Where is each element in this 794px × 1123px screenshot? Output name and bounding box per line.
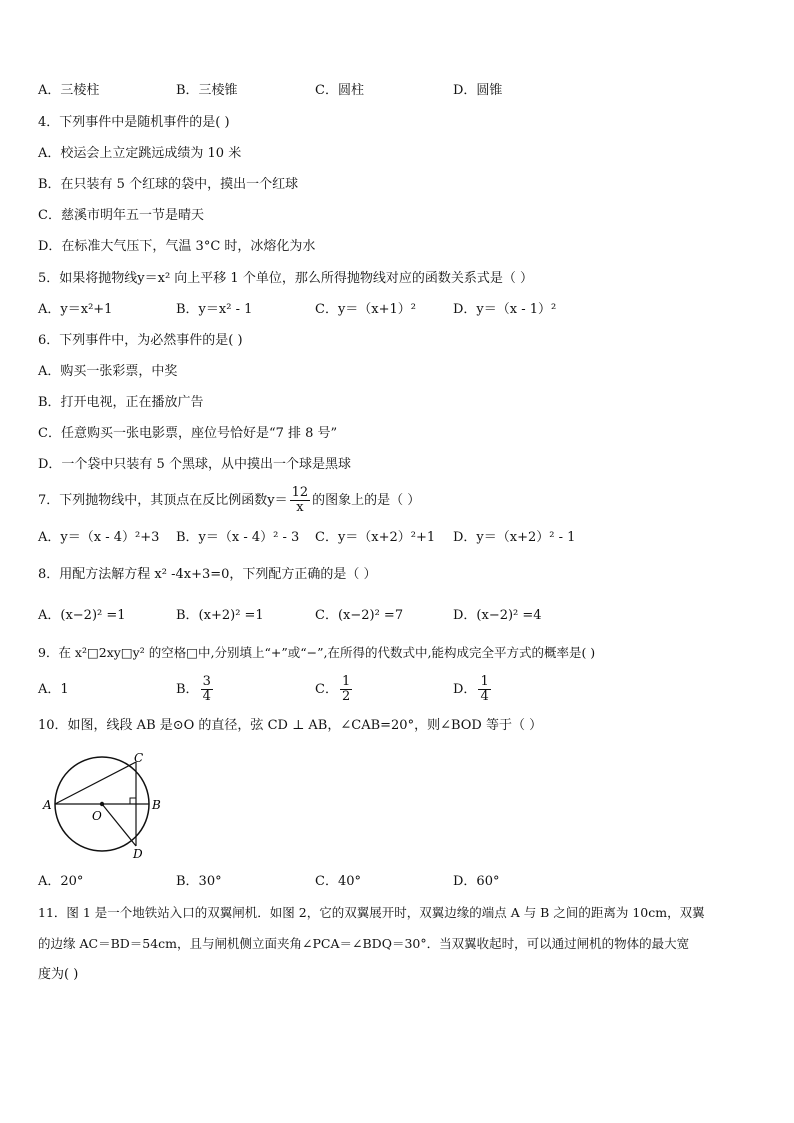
- q7-fraction-den: x: [296, 500, 304, 515]
- q8-option-b: B．(x+2)² =1: [176, 608, 264, 623]
- q8-option-d: D．(x−2)² =4: [453, 608, 542, 623]
- q9-option-c-den: 2: [341, 689, 351, 704]
- q9-option-c-fraction: [340, 675, 352, 704]
- q6-option-b: B．打开电视，正在播放广告: [38, 395, 204, 410]
- q5-option-a: A．y＝x²+1: [38, 302, 113, 317]
- q5-stem: 5．如果将抛物线y＝x² 向上平移 1 个单位，那么所得抛物线对应的函数关系式是（ ）: [38, 271, 533, 286]
- q9-option-b-num: 3: [202, 674, 211, 689]
- q8-option-a: A．(x−2)² =1: [38, 608, 126, 623]
- q3-option-b: B．三棱锥: [176, 83, 238, 98]
- q9-option-d: [453, 672, 493, 708]
- q10-option-c: C．40°: [315, 874, 361, 889]
- q10-stem: 10．如图，线段 AB 是⊙O 的直径，弦 CD ⊥ AB，∠CAB=20°，则∠BOD 等于（ ）: [38, 718, 543, 733]
- q9-option-d-prefix: D．: [453, 682, 477, 697]
- q10-option-a: A．20°: [38, 874, 84, 889]
- q7-option-a: A．y＝（x - 4）²+3: [38, 530, 160, 545]
- q4-option-a: A．校运会上立定跳远成绩为 10 米: [38, 146, 242, 161]
- q9-option-c-num: 1: [341, 674, 351, 689]
- q3-option-c: C．圆柱: [315, 83, 364, 98]
- q9-option-d-fraction: [478, 675, 490, 704]
- q9-option-b-prefix: B．: [176, 682, 199, 697]
- q6-option-a: A．购买一张彩票，中奖: [38, 364, 178, 379]
- q7-fraction-num: 12: [291, 485, 309, 500]
- q3-option-a: A．三棱柱: [38, 83, 100, 98]
- circle-geometry-figure: [40, 752, 170, 862]
- q11-line-2: 的边缘 AC＝BD＝54cm，且与闸机侧立面夹角∠PCA＝∠BDQ＝30°．当双翼收起时，可以通过闸机的物体的最大宽: [38, 936, 690, 951]
- q6-stem: 6．下列事件中，为必然事件的是( ): [38, 333, 243, 348]
- q9-option-a: A．1: [38, 682, 69, 697]
- label-d: D: [133, 847, 143, 861]
- q7-stem-after: 的图象上的是（ ）: [312, 493, 421, 508]
- q4-option-c: C．慈溪市明年五一节是晴天: [38, 208, 204, 223]
- q6-option-d: D．一个袋中只装有 5 个黑球，从中摸出一个球是黑球: [38, 457, 351, 472]
- q3-option-d: D．圆锥: [453, 83, 503, 98]
- q9-option-b-fraction: [201, 675, 213, 704]
- q9-stem: 9．在 x²□2xy□y² 的空格□中,分别填上“+”或“−”,在所得的代数式中,能构成完全平方式的概率是( ): [38, 645, 596, 660]
- q9-option-c-prefix: C．: [315, 682, 338, 697]
- q7-fraction: [290, 486, 311, 515]
- q9-option-d-den: 4: [480, 689, 489, 704]
- right-angle-mark: [130, 798, 136, 804]
- label-b: B: [152, 798, 161, 812]
- center-point-o: [100, 802, 104, 806]
- q10-option-b: B．30°: [176, 874, 222, 889]
- q5-option-c: C．y＝（x+1）²: [315, 302, 416, 317]
- q9-option-d-num: 1: [480, 674, 489, 689]
- q9-option-b-den: 4: [202, 689, 211, 704]
- q7-stem: [38, 484, 420, 518]
- q7-option-b: B．y＝（x - 4）² - 3: [176, 530, 300, 545]
- q9-option-b: [176, 672, 215, 708]
- label-c: C: [134, 752, 144, 765]
- segment-od: [102, 804, 136, 846]
- q4-option-d: D．在标准大气压下，气温 3°C 时，冰熔化为水: [38, 239, 316, 254]
- q5-option-d: D．y＝（x - 1）²: [453, 302, 557, 317]
- q11-line-3: 度为( ): [38, 967, 79, 982]
- q7-option-d: D．y＝（x+2）² - 1: [453, 530, 576, 545]
- q9-option-c: [315, 672, 354, 708]
- q8-option-c: C．(x−2)² =7: [315, 608, 404, 623]
- q11-line-1: 11．图 1 是一个地铁站入口的双翼闸机．如图 2，它的双翼展开时，双翼边缘的端点 A 与 B 之间的距离为 10cm，双翼: [38, 905, 705, 920]
- q10-option-d: D．60°: [453, 874, 500, 889]
- q7-option-c: C．y＝（x+2）²+1: [315, 530, 436, 545]
- label-a: A: [43, 798, 52, 812]
- q6-option-c: C．任意购买一张电影票，座位号恰好是“7 排 8 号”: [38, 426, 338, 441]
- q5-option-b: B．y＝x² - 1: [176, 302, 253, 317]
- q8-stem: 8．用配方法解方程 x² -4x+3=0，下列配方正确的是（ ）: [38, 567, 377, 582]
- q4-option-b: B．在只装有 5 个红球的袋中，摸出一个红球: [38, 177, 299, 192]
- label-o: O: [92, 809, 102, 823]
- q4-stem: 4．下列事件中是随机事件的是( ): [38, 115, 230, 130]
- segment-ac: [55, 762, 136, 804]
- q7-stem-before: 7．下列抛物线中，其顶点在反比例函数y＝: [38, 493, 288, 508]
